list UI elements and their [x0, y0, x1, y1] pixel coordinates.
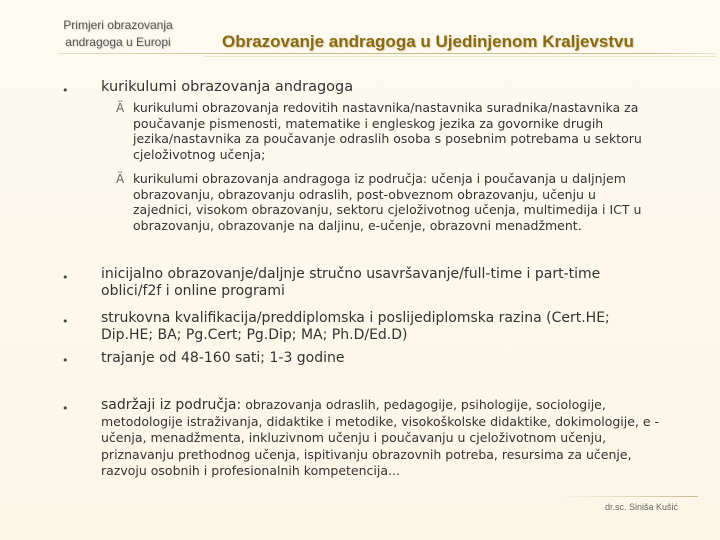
- sub-bullet-marker: Ä: [116, 101, 125, 115]
- bullet-curricula: kurikulumi obrazovanja andragoga: [101, 79, 354, 95]
- bullet-marker: •: [62, 84, 69, 97]
- slide-title: Obrazovanje andragoga u Ujedinjenom Kraljevstvu: [222, 32, 634, 51]
- bullet-contents-text: obrazovanja odraslih, pedagogije, psihologije, sociologije, metodologije istraživanja, didaktike i metodike, visokoškolske didaktike, dokimologije, e -učenja, menadžmenta, inkluzivnom učenju i poučavanju u cjeloživotnom učenju, priznavanju prethodnog učenja, ispitivanju obrazovnih potreba, resursima za učenje, razvoju osobnih i profesionalnih kompetencija...: [101, 397, 660, 478]
- bullet-marker: •: [62, 315, 69, 328]
- header-subtitle-line2: andragoga u Europi: [65, 35, 171, 49]
- sub-bullet-teacher-curricula: kurikulumi obrazovanja redovitih nastavnika/nastavnika suradnika/nastavnika za poučavanje pismenosti, matematike i engleskog jezika za govornike drugih jezika/nastavnika za poučavanje odraslih osoba s posebnim potrebama u sektoru cjeloživotnog učenja;: [133, 100, 642, 162]
- bullet-marker: •: [62, 402, 69, 415]
- bullet-qualifications: strukovna kvalifikacija/preddiplomska i poslijediplomska razina (Cert.HE; Dip.HE; BA; Pg.Cert; Pg.Dip; MA; Ph.D/Ed.D): [101, 310, 610, 343]
- bullet-marker: •: [62, 354, 69, 367]
- bullet-contents: [101, 397, 661, 480]
- header-divider: [58, 53, 716, 54]
- footer-author: dr.sc. Siniša Kušić: [604, 502, 678, 512]
- header-subtitle: [58, 17, 178, 51]
- bullet-duration: trajanje od 48-160 sati; 1-3 godine: [101, 350, 345, 366]
- bullet-education-forms: inicijalno obrazovanje/daljnje stručno usavršavanje/full-time i part-time oblici/f2f i online programi: [101, 266, 601, 299]
- bullet-marker: •: [62, 271, 69, 284]
- bullet-contents-colon: :: [236, 397, 242, 413]
- sub-bullet-andragogue-curricula: kurikulumi obrazovanja andragoga iz područja: učenja i poučavanja u daljnjem obrazovanju, obrazovanju odraslih, post-obveznom obrazovanju, učenju u zajednici, visokom obrazovanju, sektoru cjeloživotnog učenja, multimedija i ICT u obrazovanju, obrazovanje na daljinu, e-učenje, obrazovni menadžment.: [133, 171, 642, 233]
- sub-bullet-marker: Ä: [116, 172, 125, 186]
- footer-divider: [558, 496, 698, 497]
- bullet-contents-label: sadržaji iz područja: [101, 397, 237, 413]
- header-subtitle-line1: Primjeri obrazovanja: [63, 18, 173, 32]
- header-divider-secondary: [205, 56, 716, 57]
